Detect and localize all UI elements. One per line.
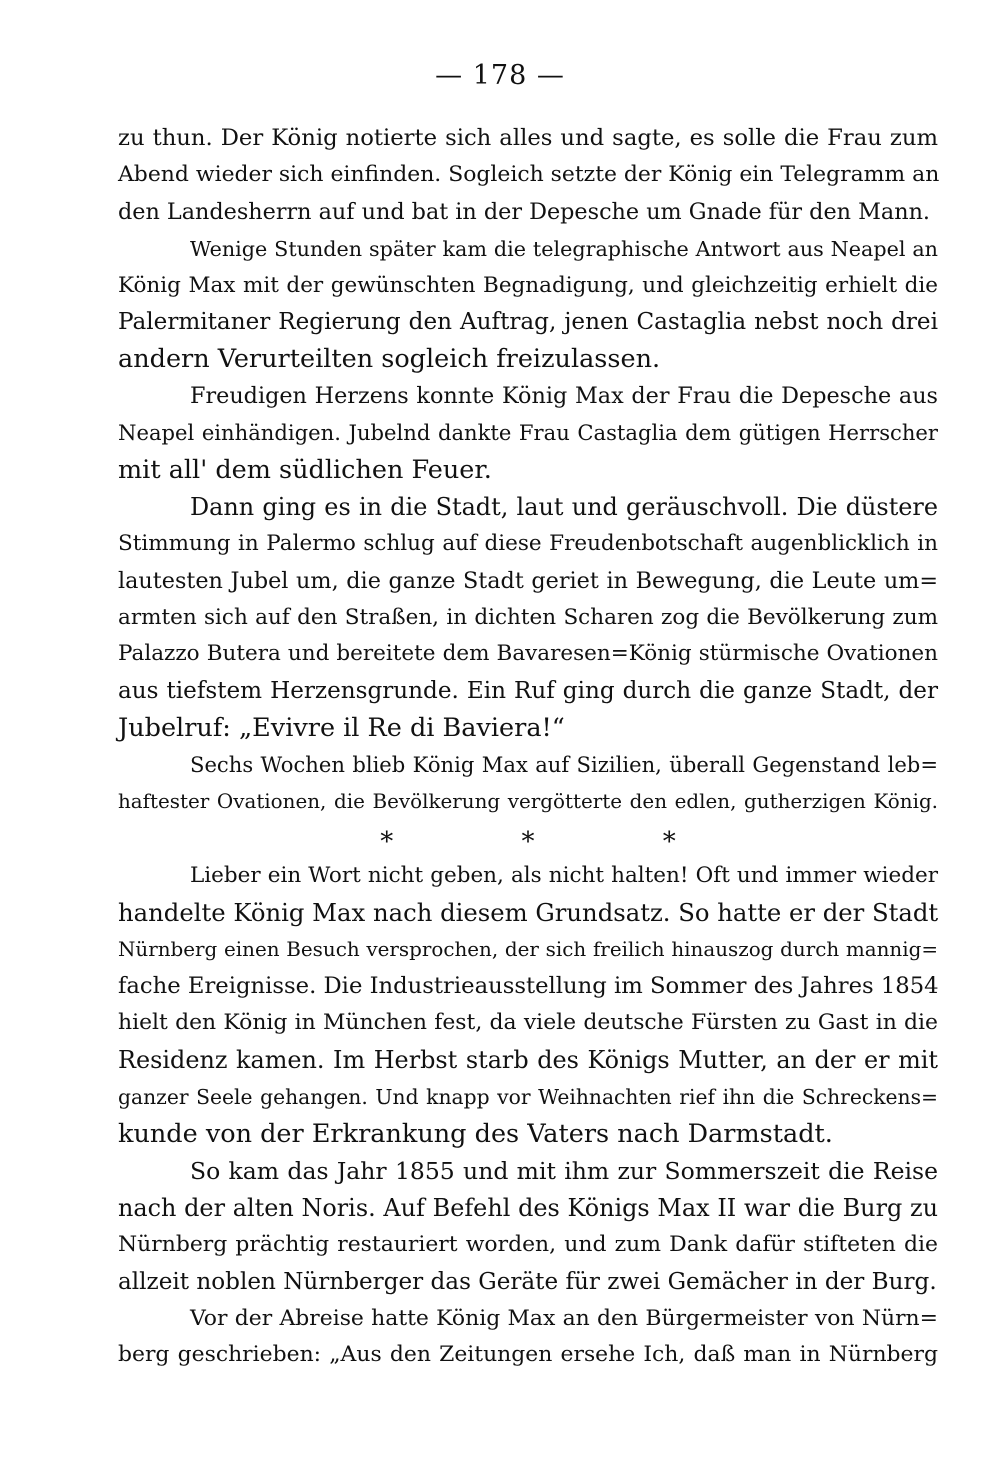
text-line: ganzer Seele gehangen. Und knapp vor Weihnachten rief ihn die Schreckens=: [118, 1085, 938, 1110]
text-line: mit all' dem südlichen Feuer.: [118, 455, 492, 486]
text-line: Palazzo Butera und bereitete dem Bavaresen=König stürmische Ovationen: [118, 641, 938, 667]
text-line: den Landesherrn auf und bat in der Depesche um Gnade für den Mann.: [118, 198, 931, 225]
text-line: Abend wieder sich einfinden. Sogleich setzte der König ein Telegramm an: [118, 161, 940, 187]
text-line: lautesten Jubel um, die ganze Stadt geriet in Bewegung, die Leute um=: [118, 567, 938, 594]
text-line: nach der alten Noris. Auf Befehl des Königs Max II war die Burg zu: [118, 1193, 938, 1222]
text-line: berg geschrieben: „Aus den Zeitungen ersehe Ich, daß man in Nürnberg: [118, 1342, 938, 1368]
text-line: Vor der Abreise hatte König Max an den Bürgermeister von Nürn=: [190, 1305, 938, 1331]
text-line: Lieber ein Wort nicht geben, als nicht halten! Oft und immer wieder: [190, 862, 938, 888]
text-line: Freudigen Herzens konnte König Max der Frau die Depesche aus: [190, 383, 938, 410]
text-line: Nürnberg einen Besuch versprochen, der sich freilich hinauszog durch mannig=: [118, 937, 938, 961]
text-line: andern Verurteilten sogleich freizulassen.: [118, 344, 661, 375]
text-line: Dann ging es in die Stadt, laut und geräuschvoll. Die düstere: [190, 492, 938, 521]
text-line: Residenz kamen. Im Herbst starb des Königs Mutter, an der er mit: [118, 1046, 938, 1075]
text-line: armten sich auf den Straßen, in dichten Scharen zog die Bevölkerung zum: [118, 604, 938, 630]
text-line: Nürnberg prächtig restauriert worden, und zum Dank dafür stifteten die: [118, 1231, 938, 1257]
text-line: fache Ereignisse. Die Industrieausstellung im Sommer des Jahres 1854: [118, 973, 939, 1000]
text-line: haftester Ovationen, die Bevölkerung vergötterte den edlen, gutherzigen König.: [118, 790, 938, 814]
section-separator: * * *: [380, 826, 736, 857]
text-line: aus tiefstem Herzensgrunde. Ein Ruf ging durch die ganze Stadt, der: [118, 678, 938, 705]
text-line: zu thun. Der König notierte sich alles und sagte, es solle die Frau zum: [118, 125, 938, 151]
text-line: hielt den König in München fest, da viele deutsche Fürsten zu Gast in die: [118, 1010, 938, 1036]
text-line: Sechs Wochen blieb König Max auf Sizilien, überall Gegenstand leb=: [190, 752, 938, 778]
text-line: Wenige Stunden später kam die telegraphische Antwort aus Neapel an: [190, 236, 938, 261]
text-line: Neapel einhändigen. Jubelnd dankte Frau Castaglia dem gütigen Herrscher: [118, 420, 938, 446]
text-line: König Max mit der gewünschten Begnadigung, und gleichzeitig erhielt die: [118, 272, 938, 298]
text-line: Jubelruf: „Evivre il Re di Baviera!“: [118, 713, 565, 744]
text-line: So kam das Jahr 1855 und mit ihm zur Sommerszeit die Reise: [190, 1156, 938, 1185]
text-line: handelte König Max nach diesem Grundsatz. So hatte er der Stadt: [118, 897, 939, 927]
page-body-text: [118, 120, 938, 1374]
text-line: kunde von der Erkrankung des Vaters nach Darmstadt.: [118, 1119, 833, 1150]
text-line: allzeit noblen Nürnberger das Geräte für zwei Gemächer in der Burg.: [118, 1268, 937, 1295]
text-line: Stimmung in Palermo schlug auf diese Freudenbotschaft augenblicklich in: [118, 530, 938, 556]
page-number: — 178 —: [435, 60, 565, 91]
text-line: Palermitaner Regierung den Auftrag, jenen Castaglia nebst noch drei: [118, 309, 938, 336]
